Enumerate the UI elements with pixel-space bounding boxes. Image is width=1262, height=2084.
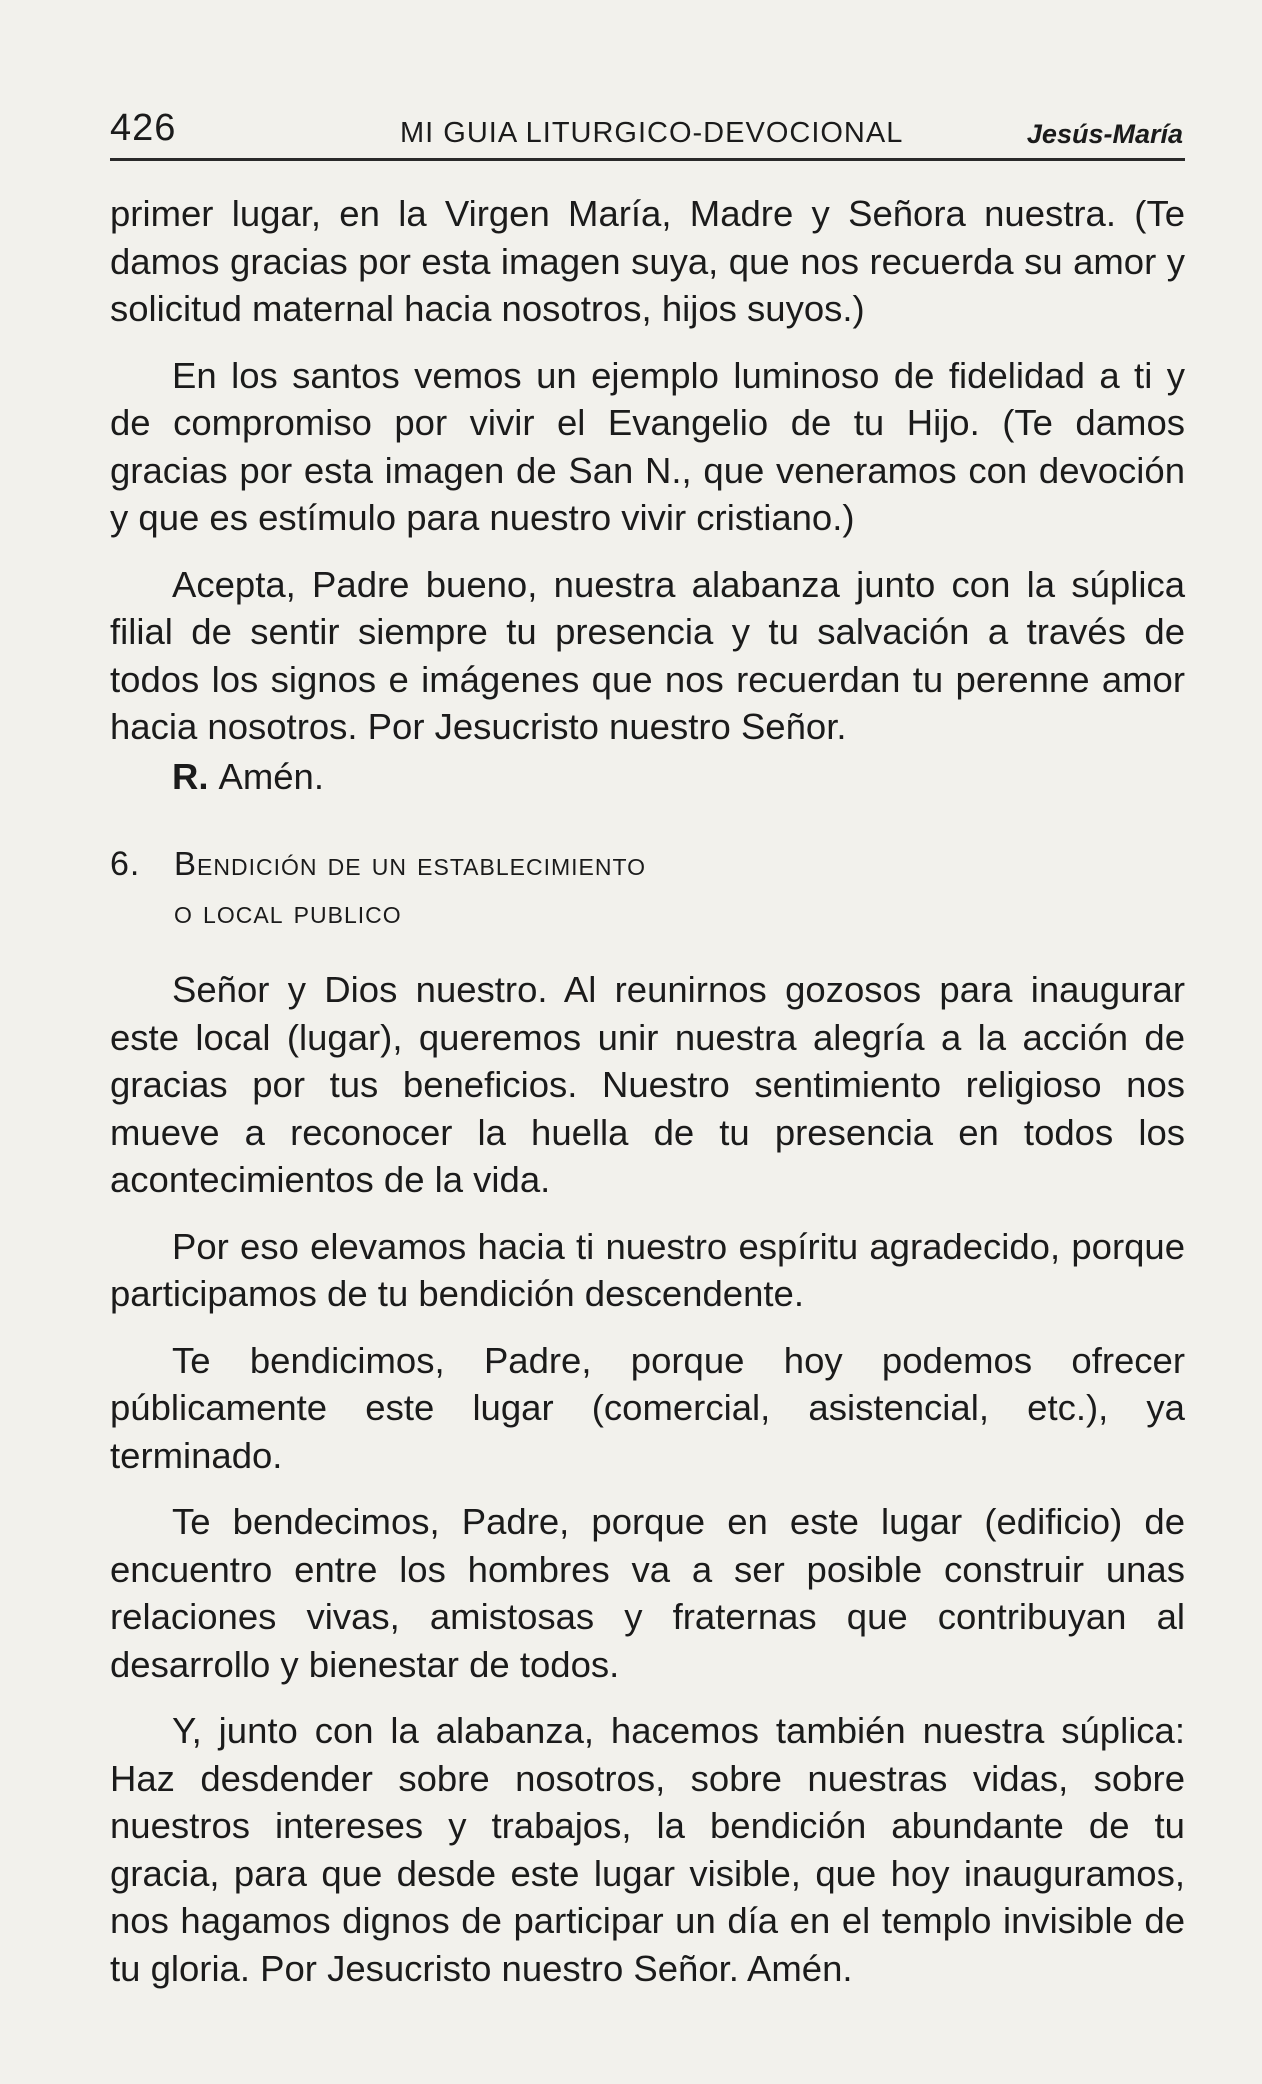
section-title-line1: Bendición de un establecimiento [174, 845, 646, 882]
paragraph: En los santos vemos un ejemplo luminoso de fidelidad a ti y de compromiso por vivir el Evangelio de tu Hijo. (Te damos gracias por esta imagen de San N., que veneramos con devoción y que es estímulo para nuestro vivir cristiano.) [110, 354, 1185, 538]
paragraph: Te bendecimos, Padre, porque en este lugar (edificio) de encuentro entre los hombres va a ser posible construir unas relaciones vivas, amistosas y fraternas que contribuyan al desarrollo y bienestar de todos. [110, 1501, 1185, 1685]
response-text: Amén. [218, 755, 324, 797]
section-title-line2: o local publico [174, 893, 402, 930]
paragraph: Y, junto con la alabanza, hacemos también nuestra súplica: Haz desdender sobre nosotros, sobre nuestras vidas, sobre nuestros intereses y trabajos, la bendición abundante de tu gracia, para que desde este lugar visible, que hoy inauguramos, nos hagamos dignos de participar un día en el templo invisible de tu gloria. Por Jesucristo nuestro Señor. Amén. [110, 1710, 1185, 1989]
paragraph: Señor y Dios nuestro. Al reunirnos gozosos para inaugurar este local (lugar), queremos unir nuestra alegría a la acción de gracias por tus beneficios. Nuestro sentimiento religioso nos mueve a reconocer la huella de tu presencia en todos los acontecimientos de la vida. [110, 969, 1185, 1200]
response-line [110, 753, 1185, 801]
response-symbol: R. [172, 755, 209, 797]
section-number: 6. [110, 845, 141, 883]
running-title: MI GUIA LITURGICO-DEVOCIONAL [400, 117, 904, 149]
paragraph: Por eso elevamos hacia ti nuestro espíritu agradecido, porque participamos de tu bendición descendente. [110, 1225, 1185, 1314]
page-number: 426 [110, 107, 177, 149]
paragraph: Te bendicimos, Padre, porque hoy podemos ofrecer públicamente este lugar (comercial, asistencial, etc.), ya terminado. [110, 1339, 1185, 1476]
running-header [110, 108, 1185, 161]
section-heading [110, 840, 1185, 936]
running-section: Jesús-María [1026, 119, 1183, 149]
page-body [110, 190, 1185, 1992]
paragraph: Acepta, Padre bueno, nuestra alabanza junto con la súplica filial de sentir siempre tu presencia y tu salvación a través de todos los signos e imágenes que nos recuerdan tu perenne amor hacia nosotros. Por Jesucristo nuestro Señor. [110, 563, 1185, 747]
paragraph: primer lugar, en la Virgen María, Madre y Señora nuestra. (Te damos gracias por esta imagen suya, que nos recuerda su amor y solicitud maternal hacia nosotros, hijos suyos.) [110, 193, 1185, 329]
